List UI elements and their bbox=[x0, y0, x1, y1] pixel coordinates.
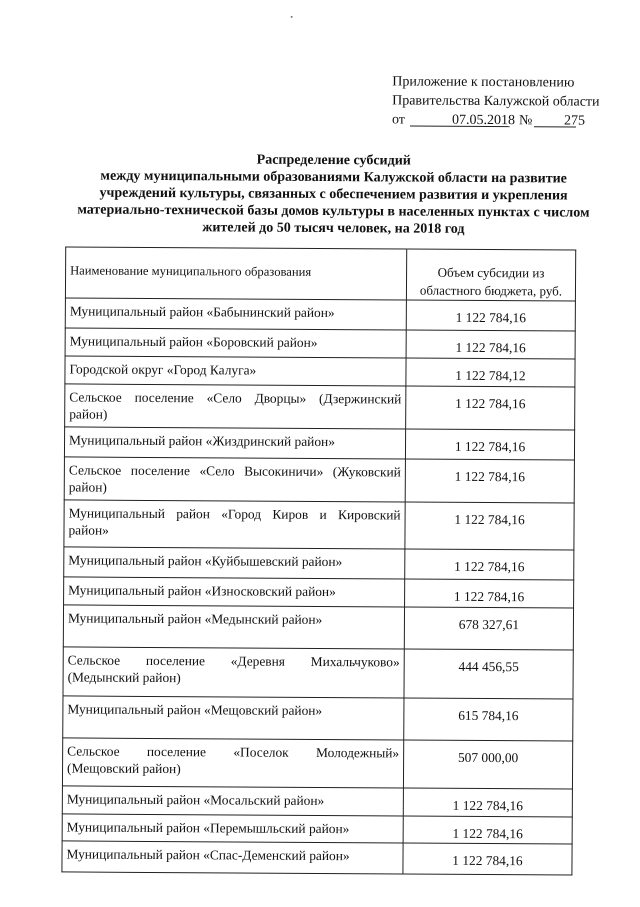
row-amount: 1 122 784,16 bbox=[403, 816, 572, 844]
row-amount: 1 122 784,16 bbox=[403, 788, 572, 817]
row-name: Муниципальный район «Износковский район» bbox=[64, 577, 405, 607]
table-row bbox=[62, 841, 572, 875]
table-row bbox=[63, 605, 573, 650]
row-amount: 1 122 784,16 bbox=[406, 330, 575, 359]
table-row bbox=[62, 786, 572, 817]
row-name: Муниципальный район «Бабынинский район» bbox=[65, 298, 406, 330]
row-name: Муниципальный район «Перемышльский район» bbox=[62, 814, 403, 843]
row-name: Муниципальный район «Мещовский район» bbox=[63, 696, 404, 740]
annex-header bbox=[392, 72, 600, 130]
table-header-row bbox=[65, 247, 575, 301]
row-name: Муниципальный район «Спас-Деменский район» bbox=[62, 841, 403, 874]
row-name: Сельское поселение «Деревня Михальчуково» (Медынский район) bbox=[63, 647, 404, 698]
row-amount: 615 784,16 bbox=[404, 698, 573, 741]
row-name: Сельское поселение «Село Высокиничи» (Жуковский район) bbox=[64, 457, 405, 502]
row-amount: 1 122 784,16 bbox=[403, 843, 572, 875]
table-row bbox=[64, 547, 574, 580]
row-amount: 1 122 784,16 bbox=[405, 502, 574, 550]
row-name: Муниципальный район «Куйбышевский район» bbox=[64, 547, 405, 579]
row-amount: 1 122 784,16 bbox=[405, 459, 574, 503]
annex-line-2: Правительства Калужской области bbox=[392, 93, 600, 110]
table-row bbox=[63, 647, 573, 699]
row-amount: 444 456,55 bbox=[404, 649, 573, 699]
annex-date-row bbox=[392, 110, 600, 130]
row-amount: 1 122 784,16 bbox=[406, 386, 575, 430]
row-name: Муниципальный район «Жиздринский район» bbox=[64, 427, 405, 459]
row-name: Муниципальный район «Боровский район» bbox=[65, 328, 406, 358]
resolution-date: 07.05.2018 bbox=[451, 112, 516, 129]
document-title bbox=[63, 150, 604, 238]
number-prefix: № bbox=[518, 113, 533, 129]
row-amount: 1 122 784,16 bbox=[405, 549, 574, 580]
table-row bbox=[64, 457, 574, 503]
row-amount: 1 122 784,16 bbox=[405, 429, 574, 460]
table-row bbox=[65, 384, 575, 430]
row-name: Муниципальный район «Мосальский район» bbox=[62, 786, 403, 816]
header-amount-cell: Объем субсидии из областного бюджета, руб. bbox=[406, 249, 575, 301]
table-row bbox=[65, 298, 575, 331]
row-name: Городской округ «Город Калуга» bbox=[65, 356, 406, 386]
table-row bbox=[65, 356, 575, 387]
row-amount: 678 327,61 bbox=[404, 607, 573, 650]
row-amount: 1 122 784,16 bbox=[405, 579, 574, 608]
table-row bbox=[62, 738, 572, 789]
title-line-3: учреждений культуры, связанных с обеспечением развития и укрепления bbox=[99, 185, 568, 204]
subsidy-table bbox=[61, 246, 576, 875]
title-line-5: жителей до 50 тысяч человек, на 2018 год bbox=[202, 220, 465, 237]
table-row bbox=[64, 500, 574, 550]
title-line-2: между муниципальными образованиями Калужской области на развитие bbox=[100, 168, 567, 187]
resolution-number: 275 bbox=[563, 113, 586, 129]
table-row bbox=[64, 577, 574, 608]
row-name: Сельское поселение «Поселок Молодежный» (Мещовский район) bbox=[62, 738, 403, 788]
header-name-cell: Наименование муниципального образования bbox=[65, 247, 406, 300]
date-prefix: от bbox=[391, 112, 406, 128]
title-line-4: материально-технической базы домов культуры в населенных пунктах с числом bbox=[77, 202, 590, 221]
table-row bbox=[62, 814, 572, 844]
scan-speck bbox=[291, 16, 293, 18]
table-row bbox=[65, 328, 575, 359]
row-amount: 1 122 784,16 bbox=[406, 300, 575, 331]
table-row bbox=[63, 696, 573, 741]
row-amount: 507 000,00 bbox=[403, 740, 572, 789]
row-name: Муниципальный район «Город Киров и Кировский район» bbox=[64, 500, 405, 549]
row-name: Сельское поселение «Село Дворцы» (Дзержинский район) bbox=[65, 384, 406, 429]
table-row bbox=[64, 427, 574, 460]
title-line-1: Распределение субсидий bbox=[256, 152, 411, 169]
annex-line-1: Приложение к постановлению bbox=[392, 74, 575, 91]
row-amount: 1 122 784,12 bbox=[406, 358, 575, 387]
row-name: Муниципальный район «Медынский район» bbox=[63, 605, 404, 649]
